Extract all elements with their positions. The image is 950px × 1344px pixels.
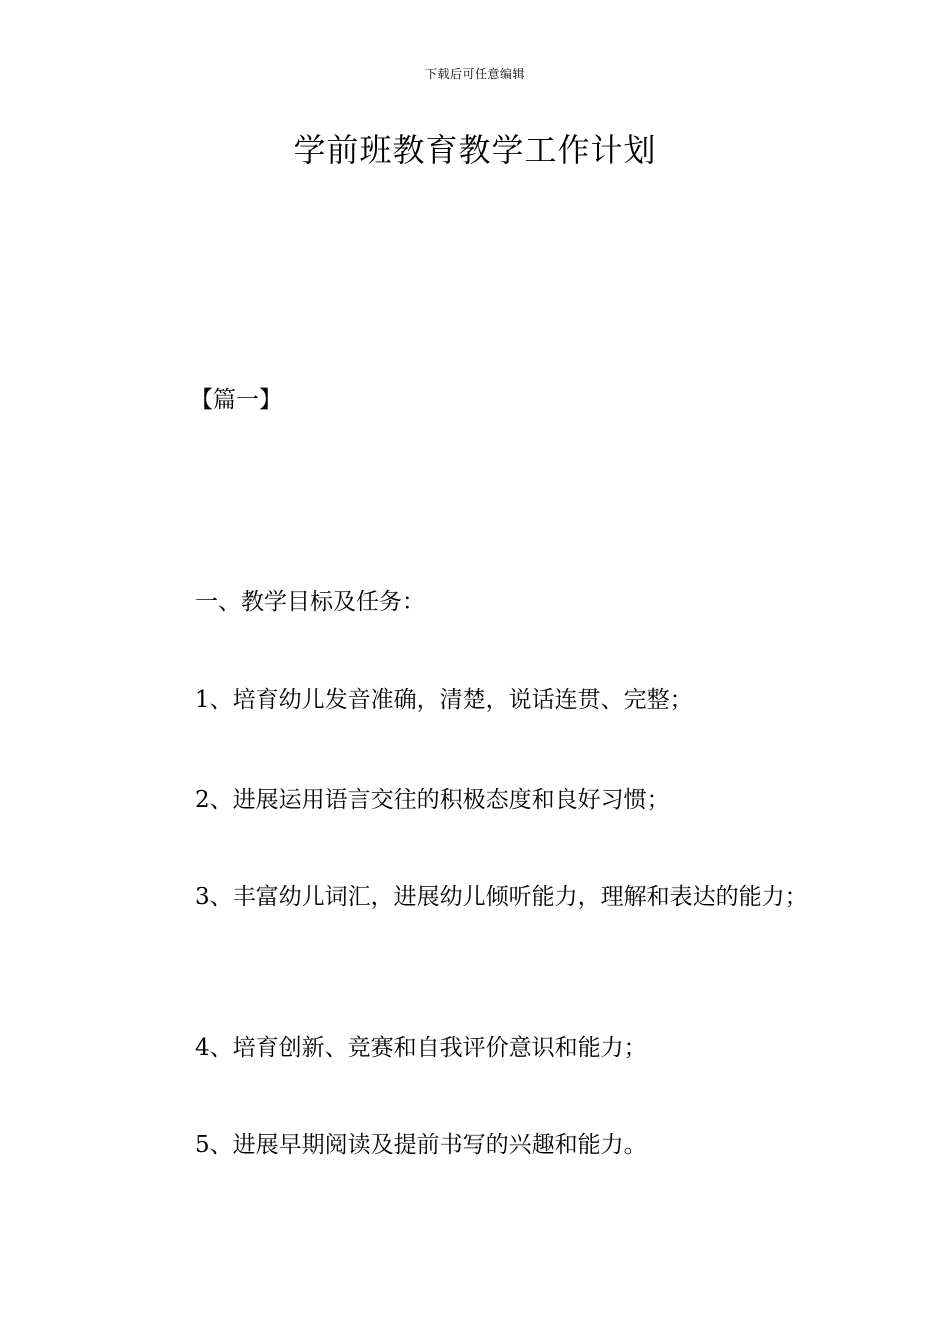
- list-item-5: 5、进展早期阅读及提前书写的兴趣和能力。: [195, 1132, 647, 1158]
- section-marker: 【篇一】: [190, 387, 282, 413]
- list-item-2: 2、进展运用语言交往的积极态度和良好习惯；: [195, 787, 670, 813]
- list-item-3: 3、丰富幼儿词汇，进展幼儿倾听能力，理解和表达的能力；: [195, 884, 808, 910]
- list-item-4: 4、培育创新、竞赛和自我评价意识和能力；: [195, 1035, 647, 1061]
- document-title: 学前班教育教学工作计划: [293, 131, 657, 169]
- list-item-1: 1、培育幼儿发音准确，清楚，说话连贯、完整；: [195, 687, 693, 713]
- section-heading: 一、教学目标及任务：: [195, 589, 425, 615]
- header-note: 下载后可任意编辑: [424, 67, 525, 81]
